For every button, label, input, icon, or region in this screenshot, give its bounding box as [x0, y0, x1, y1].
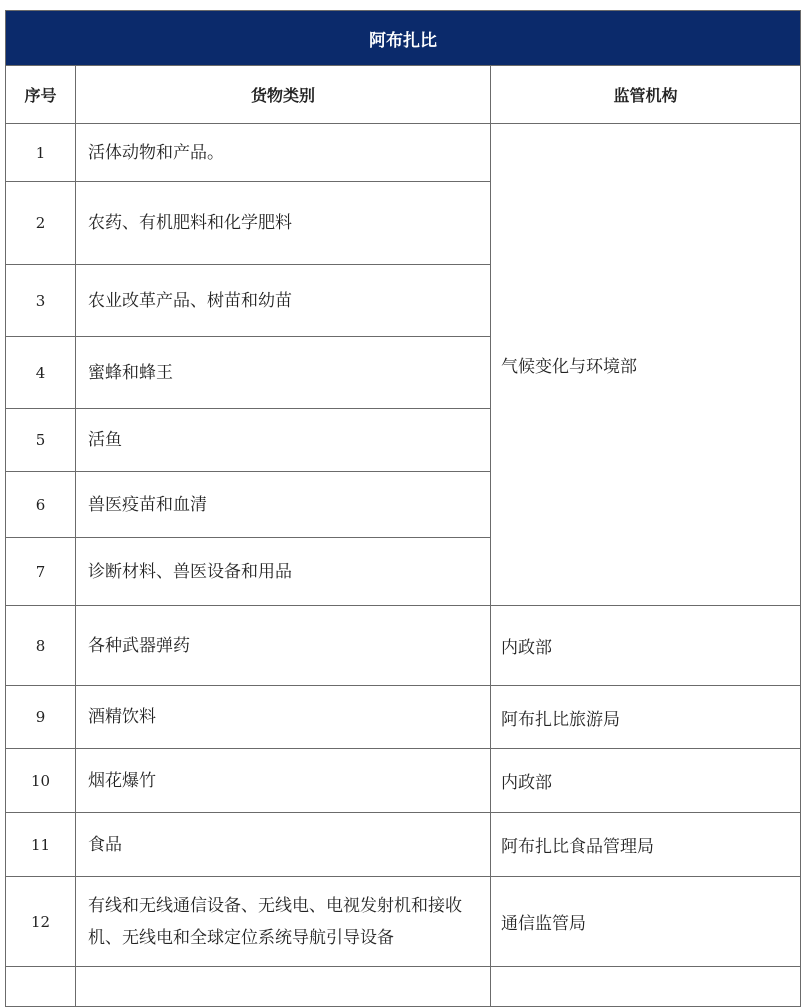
row-index: 1: [6, 124, 76, 182]
table-row: [6, 686, 801, 749]
row-index: 10: [6, 749, 76, 813]
table-row: [6, 124, 801, 182]
row-category: 食品: [76, 813, 491, 877]
row-category: 各种武器弹药: [76, 606, 491, 686]
row-index: 6: [6, 472, 76, 538]
row-category: 农业改革产品、树苗和幼苗: [76, 265, 491, 337]
header-agency: 监管机构: [491, 66, 801, 124]
table-row: [6, 877, 801, 967]
row-category: 兽医疫苗和血清: [76, 472, 491, 538]
row-category: 活体动物和产品。: [76, 124, 491, 182]
table-row: [6, 749, 801, 813]
row-category: 活鱼: [76, 409, 491, 472]
header-index: 序号: [6, 66, 76, 124]
row-category: 农药、有机肥料和化学肥料: [76, 182, 491, 265]
header-row: [6, 66, 801, 124]
row-agency: 阿布扎比食品管理局: [491, 813, 801, 877]
row-category: 有线和无线通信设备、无线电、电视发射机和接收机、无线电和全球定位系统导航引导设备: [76, 877, 491, 967]
row-agency: 内政部: [491, 749, 801, 813]
row-category: 酒精饮料: [76, 686, 491, 749]
row-agency-merged: 气候变化与环境部: [491, 124, 801, 606]
row-category: 诊断材料、兽医设备和用品: [76, 538, 491, 606]
row-agency: 阿布扎比旅游局: [491, 686, 801, 749]
row-agency: 通信监管局: [491, 877, 801, 967]
row-index: 3: [6, 265, 76, 337]
row-index: 7: [6, 538, 76, 606]
row-category: 烟花爆竹: [76, 749, 491, 813]
row-category: 蜜蜂和蜂王: [76, 337, 491, 409]
row-index: 5: [6, 409, 76, 472]
row-agency: 内政部: [491, 606, 801, 686]
table-row: [6, 813, 801, 877]
row-index: 9: [6, 686, 76, 749]
row-index: 2: [6, 182, 76, 265]
table-title: 阿布扎比: [6, 11, 801, 66]
row-index: 4: [6, 337, 76, 409]
table-row: [6, 606, 801, 686]
row-index: 8: [6, 606, 76, 686]
import-regulation-table: [5, 10, 801, 1007]
header-category: 货物类别: [76, 66, 491, 124]
row-index: 12: [6, 877, 76, 967]
regulation-table-container: [5, 10, 800, 985]
row-index: 11: [6, 813, 76, 877]
